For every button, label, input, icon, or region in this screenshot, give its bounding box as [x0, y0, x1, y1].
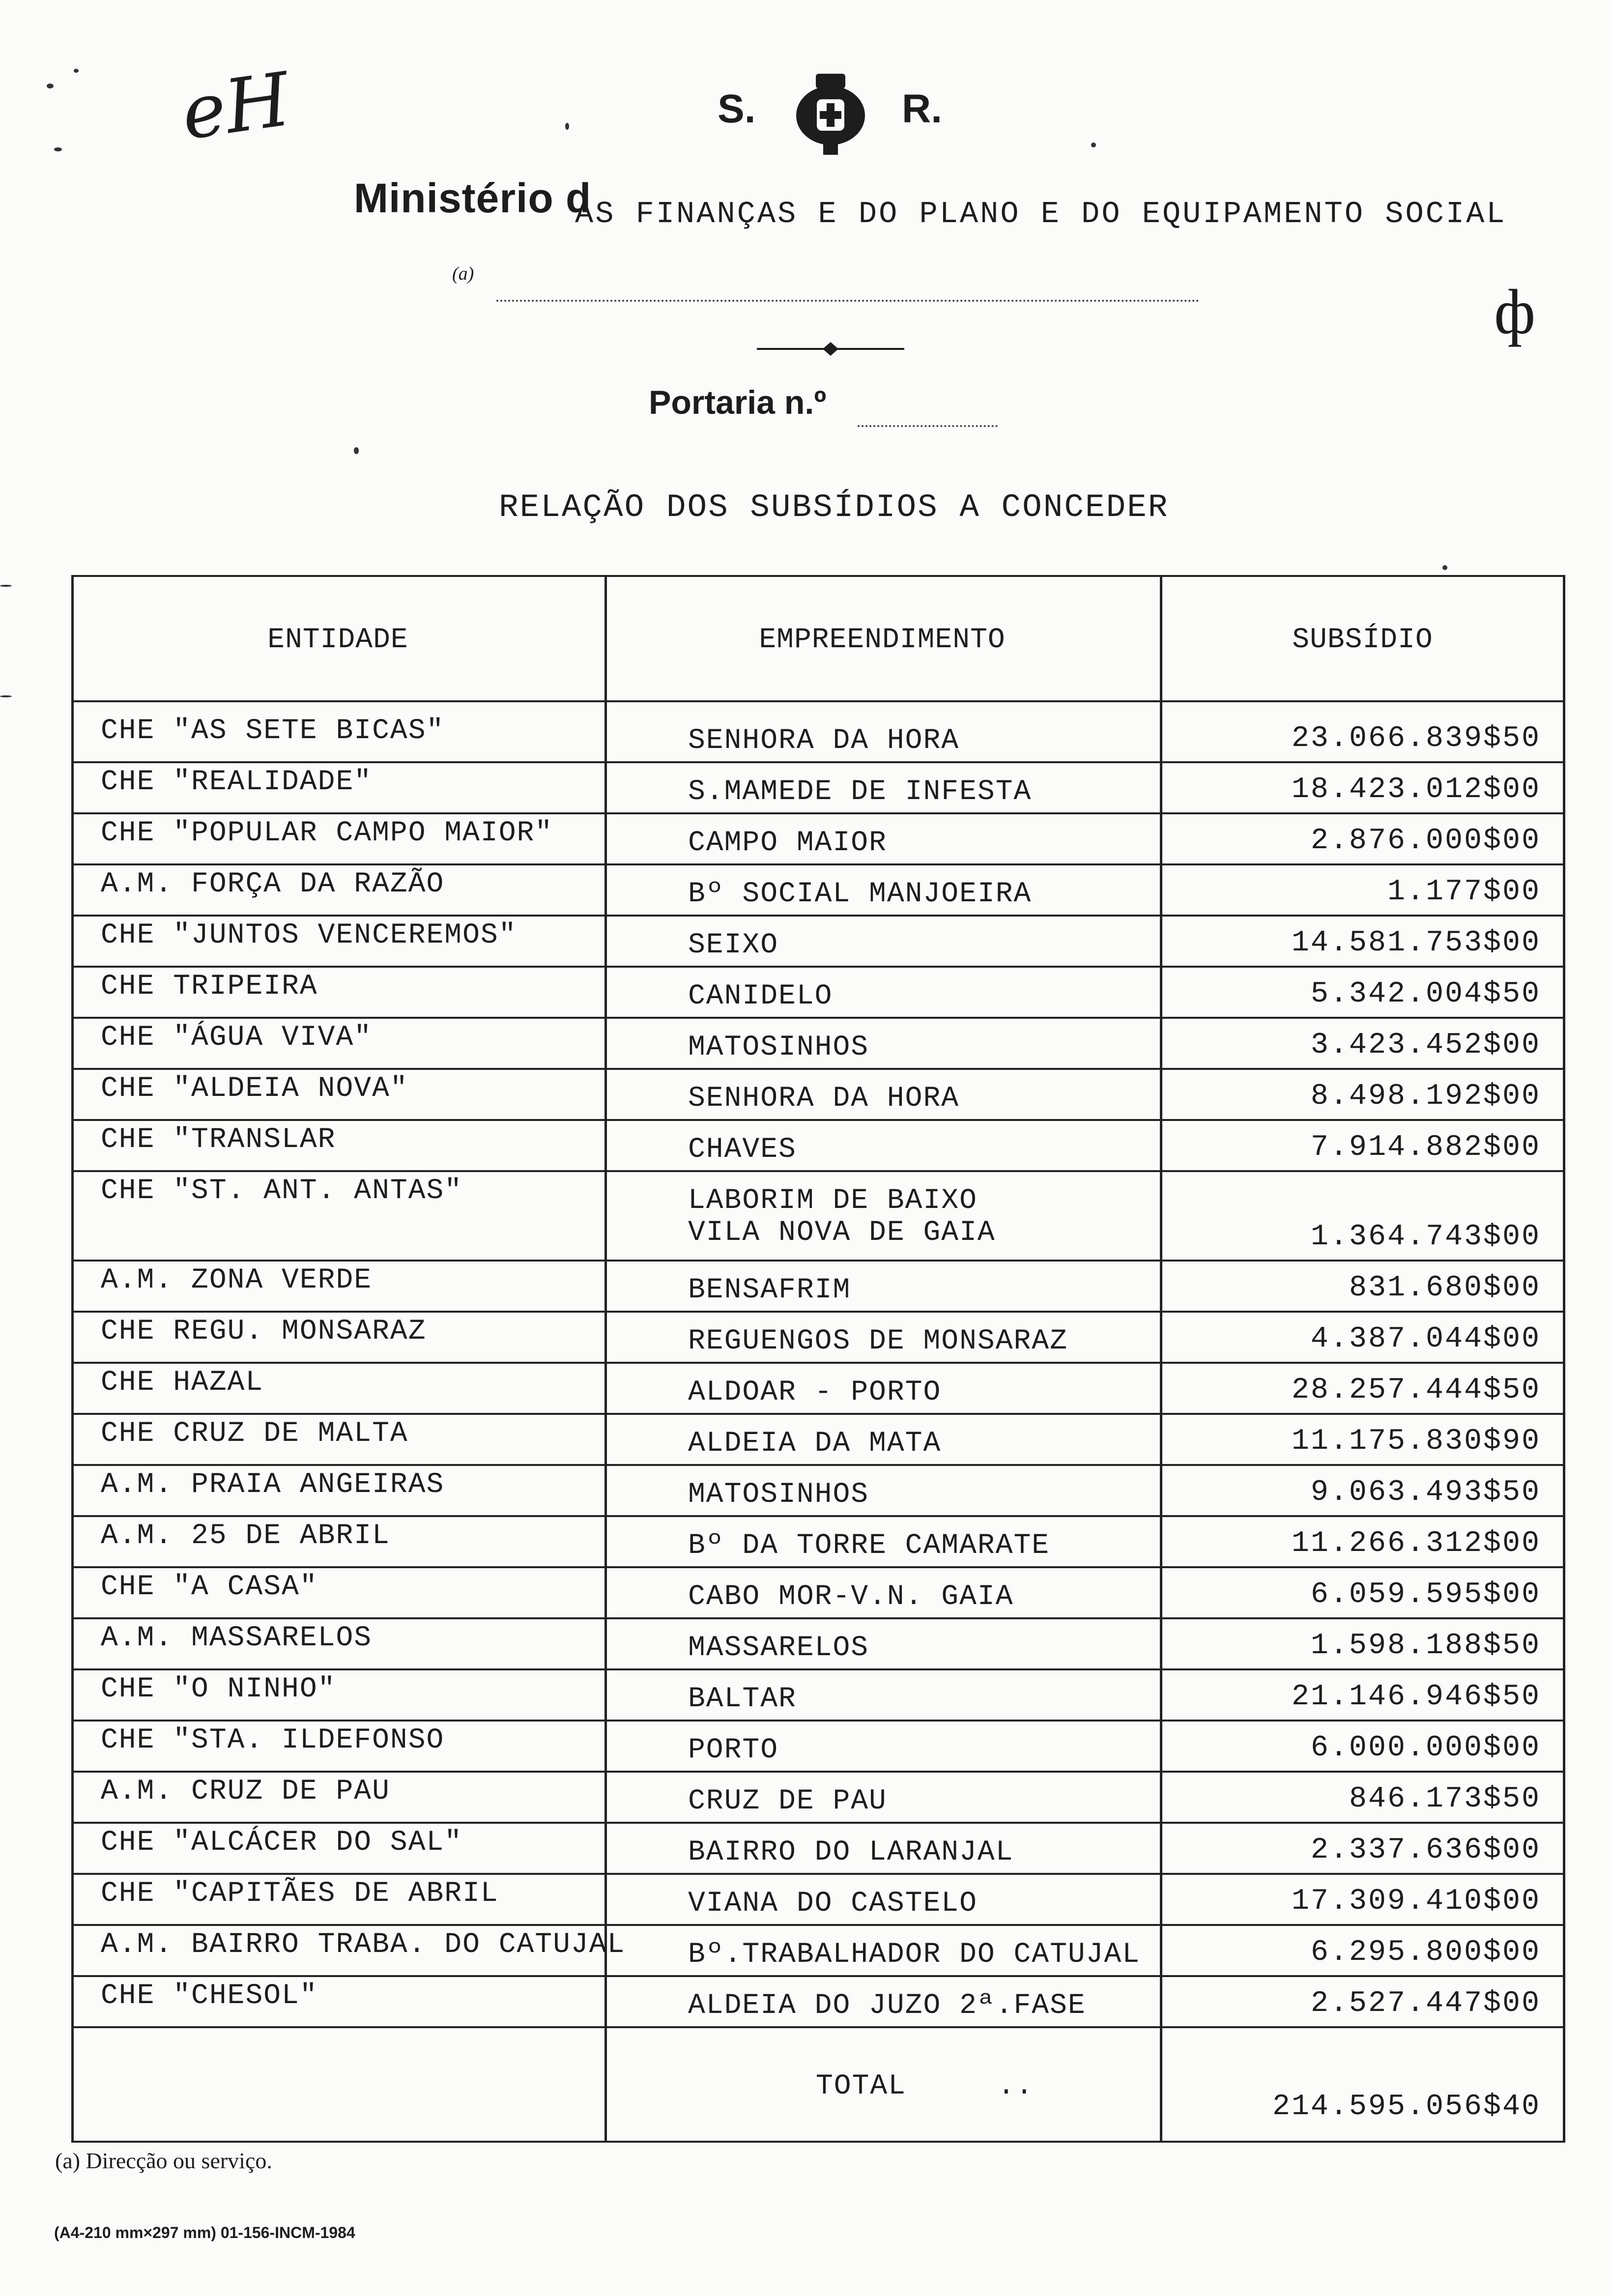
ministry-prefix: Ministério d	[354, 175, 592, 221]
cell-subsidio: 11.266.312$00	[1291, 1527, 1541, 1560]
cell-entidade: CHE "A CASA"	[101, 1571, 318, 1603]
table-row-separator	[71, 1260, 1565, 1262]
cell-entidade: A.M. BAIRRO TRABA. DO CATUJAL	[101, 1929, 626, 1961]
direction-label: (a)	[452, 263, 474, 284]
coat-of-arms-icon	[781, 69, 880, 157]
cell-subsidio: 2.337.636$00	[1310, 1834, 1541, 1867]
cell-empreendimento: Bº SOCIAL MANJOEIRA	[688, 878, 1032, 910]
cell-subsidio: 7.914.882$00	[1310, 1131, 1541, 1164]
table-row-separator	[71, 966, 1565, 968]
table-row-separator	[71, 1668, 1565, 1670]
cell-entidade: CHE CRUZ DE MALTA	[101, 1418, 408, 1450]
cell-empreendimento-line2: VILA NOVA DE GAIA	[688, 1217, 996, 1249]
cell-entidade: A.M. MASSARELOS	[101, 1622, 373, 1654]
document-title: RELAÇÃO DOS SUBSÍDIOS A CONCEDER	[499, 489, 1169, 526]
cell-subsidio: 6.000.000$00	[1310, 1731, 1541, 1765]
table-row-separator	[71, 1515, 1565, 1517]
cell-entidade: A.M. FORÇA DA RAZÃO	[101, 868, 445, 900]
cell-empreendimento: ALDEIA DO JUZO 2ª.FASE	[688, 1990, 1086, 2022]
table-row-separator	[71, 1413, 1565, 1415]
total-value: 214.595.056$40	[1272, 2090, 1541, 2124]
cell-entidade: CHE "ALCÁCER DO SAL"	[101, 1827, 463, 1859]
table-column-divider	[1160, 575, 1162, 2143]
table-row-separator	[71, 1617, 1565, 1619]
cell-subsidio: 2.527.447$00	[1310, 1987, 1541, 2020]
scan-speck	[1091, 143, 1096, 147]
cell-empreendimento: CABO MOR-V.N. GAIA	[688, 1581, 1014, 1613]
cell-subsidio: 1.598.188$50	[1310, 1629, 1541, 1663]
table-border-bottom	[71, 2141, 1565, 2143]
cell-subsidio: 28.257.444$50	[1291, 1374, 1541, 1407]
table-border-top	[71, 575, 1565, 577]
handwritten-corner-mark: ф	[1494, 277, 1536, 347]
cell-subsidio: 846.173$50	[1349, 1782, 1541, 1816]
handwritten-initials: eH	[176, 57, 295, 157]
cell-empreendimento: MATOSINHOS	[688, 1479, 869, 1511]
table-row-separator	[71, 761, 1565, 763]
table-row-separator	[71, 1924, 1565, 1926]
cell-empreendimento: SEIXO	[688, 929, 779, 961]
cell-empreendimento: VIANA DO CASTELO	[688, 1888, 978, 1920]
cell-subsidio: 2.876.000$00	[1310, 824, 1541, 858]
cell-subsidio: 17.309.410$00	[1291, 1885, 1541, 1918]
cell-subsidio: 9.063.493$50	[1310, 1476, 1541, 1509]
table-row-separator	[71, 1873, 1565, 1875]
cell-entidade: CHE "REALIDADE"	[101, 766, 373, 798]
cell-subsidio: 831.680$00	[1349, 1271, 1541, 1305]
cell-empreendimento: MASSARELOS	[688, 1632, 869, 1664]
cell-subsidio: 1.364.743$00	[1310, 1220, 1541, 1254]
cell-entidade: CHE "TRANSLAR	[101, 1124, 336, 1156]
cell-empreendimento: S.MAMEDE DE INFESTA	[688, 776, 1032, 808]
cell-entidade: A.M. ZONA VERDE	[101, 1264, 373, 1296]
table-row-separator	[71, 1566, 1565, 1568]
ornament-divider-icon	[757, 339, 904, 359]
table-row-separator	[71, 915, 1565, 917]
cell-entidade: A.M. 25 DE ABRIL	[101, 1520, 390, 1552]
cell-entidade: CHE "O NINHO"	[101, 1673, 336, 1705]
table-row-separator	[71, 863, 1565, 865]
total-dots: ..	[998, 2070, 1034, 2102]
scan-speck	[1442, 565, 1447, 570]
scan-speck	[54, 147, 62, 151]
cell-subsidio: 21.146.946$50	[1291, 1680, 1541, 1714]
table-row-separator	[71, 1170, 1565, 1172]
cell-entidade: CHE REGU. MONSARAZ	[101, 1316, 427, 1348]
cell-entidade: CHE "ST. ANT. ANTAS"	[101, 1175, 463, 1207]
header-letter-s: S.	[718, 86, 756, 131]
cell-empreendimento: SENHORA DA HORA	[688, 725, 960, 757]
cell-empreendimento: CANIDELO	[688, 980, 833, 1012]
cell-entidade: CHE "AS SETE BICAS"	[101, 715, 445, 747]
cell-entidade: CHE "ALDEIA NOVA"	[101, 1073, 408, 1105]
cell-entidade: CHE "JUNTOS VENCEREMOS"	[101, 919, 517, 951]
table-row-separator	[71, 1362, 1565, 1364]
ministry-name: AS FINANÇAS E DO PLANO E DO EQUIPAMENTO SOCIAL	[575, 197, 1507, 231]
scan-speck	[0, 695, 12, 697]
scan-speck	[0, 585, 12, 587]
cell-entidade: CHE HAZAL	[101, 1367, 264, 1399]
table-row-separator	[71, 1464, 1565, 1466]
table-row-separator	[71, 1068, 1565, 1070]
cell-empreendimento: CAMPO MAIOR	[688, 827, 887, 859]
table-row-separator	[71, 1720, 1565, 1722]
cell-empreendimento: Bº.TRABALHADOR DO CATUJAL	[688, 1939, 1141, 1971]
cell-subsidio: 18.423.012$00	[1291, 773, 1541, 806]
table-row-separator	[71, 1975, 1565, 1977]
cell-subsidio: 6.295.800$00	[1310, 1936, 1541, 1969]
scan-speck	[565, 123, 569, 130]
table-row-separator	[71, 1311, 1565, 1313]
scan-speck	[47, 84, 54, 88]
subsidy-table	[71, 575, 1565, 2143]
cell-empreendimento: BENSAFRIM	[688, 1274, 851, 1306]
cell-subsidio: 11.175.830$90	[1291, 1425, 1541, 1458]
header-empreendimento: EMPREENDIMENTO	[759, 624, 1006, 656]
table-row-separator	[71, 812, 1565, 814]
cell-subsidio: 6.059.595$00	[1310, 1578, 1541, 1611]
cell-empreendimento: PORTO	[688, 1734, 779, 1766]
table-row-separator	[71, 1771, 1565, 1773]
cell-subsidio: 8.498.192$00	[1310, 1080, 1541, 1113]
cell-empreendimento: REGUENGOS DE MONSARAZ	[688, 1325, 1068, 1357]
table-column-divider	[1563, 575, 1565, 2143]
cell-empreendimento: Bº DA TORRE CAMARATE	[688, 1530, 1050, 1562]
total-label: TOTAL	[816, 2070, 907, 2102]
portaria-number-line	[858, 425, 998, 427]
scan-speck	[354, 447, 359, 454]
cell-subsidio: 14.581.753$00	[1291, 926, 1541, 960]
footnote: (a) Direcção ou serviço.	[55, 2148, 272, 2173]
cell-empreendimento: BAIRRO DO LARANJAL	[688, 1837, 1014, 1868]
cell-empreendimento: ALDOAR - PORTO	[688, 1377, 942, 1408]
cell-entidade: CHE "ÁGUA VIVA"	[101, 1022, 373, 1054]
cell-empreendimento: ALDEIA DA MATA	[688, 1428, 942, 1460]
cell-entidade: CHE "CAPITÃES DE ABRIL	[101, 1878, 499, 1910]
cell-entidade: CHE "STA. ILDEFONSO	[101, 1724, 445, 1756]
portaria-label: Portaria n.º	[649, 384, 827, 421]
table-column-divider	[604, 575, 607, 2143]
cell-entidade: CHE "POPULAR CAMPO MAIOR"	[101, 817, 553, 849]
table-row-separator	[71, 2026, 1565, 2028]
cell-empreendimento: CRUZ DE PAU	[688, 1785, 887, 1817]
cell-empreendimento: LABORIM DE BAIXO	[688, 1185, 978, 1217]
cell-subsidio: 1.177$00	[1387, 875, 1541, 909]
header-subsidio: SUBSÍDIO	[1292, 624, 1433, 656]
scan-speck	[74, 69, 79, 73]
table-row-separator	[71, 1119, 1565, 1121]
cell-empreendimento: MATOSINHOS	[688, 1032, 869, 1063]
cell-empreendimento: CHAVES	[688, 1134, 797, 1166]
cell-subsidio: 4.387.044$00	[1310, 1322, 1541, 1356]
table-row-separator	[71, 1017, 1565, 1019]
header-separator	[71, 700, 1565, 702]
cell-empreendimento: BALTAR	[688, 1683, 797, 1715]
table-column-divider	[71, 575, 74, 2143]
cell-entidade: A.M. CRUZ DE PAU	[101, 1776, 390, 1808]
cell-empreendimento: SENHORA DA HORA	[688, 1083, 960, 1115]
cell-entidade: A.M. PRAIA ANGEIRAS	[101, 1469, 445, 1501]
direction-field-line	[496, 300, 1199, 302]
cell-subsidio: 23.066.839$50	[1291, 722, 1541, 755]
header-entidade: ENTIDADE	[267, 624, 408, 656]
cell-entidade: CHE "CHESOL"	[101, 1980, 318, 2012]
table-row-separator	[71, 1822, 1565, 1824]
cell-subsidio: 5.342.004$50	[1310, 977, 1541, 1011]
header-letter-r: R.	[902, 86, 942, 131]
cell-entidade: CHE TRIPEIRA	[101, 971, 318, 1003]
cell-subsidio: 3.423.452$00	[1310, 1029, 1541, 1062]
form-code: (A4-210 mm×297 mm) 01-156-INCM-1984	[54, 2224, 355, 2241]
